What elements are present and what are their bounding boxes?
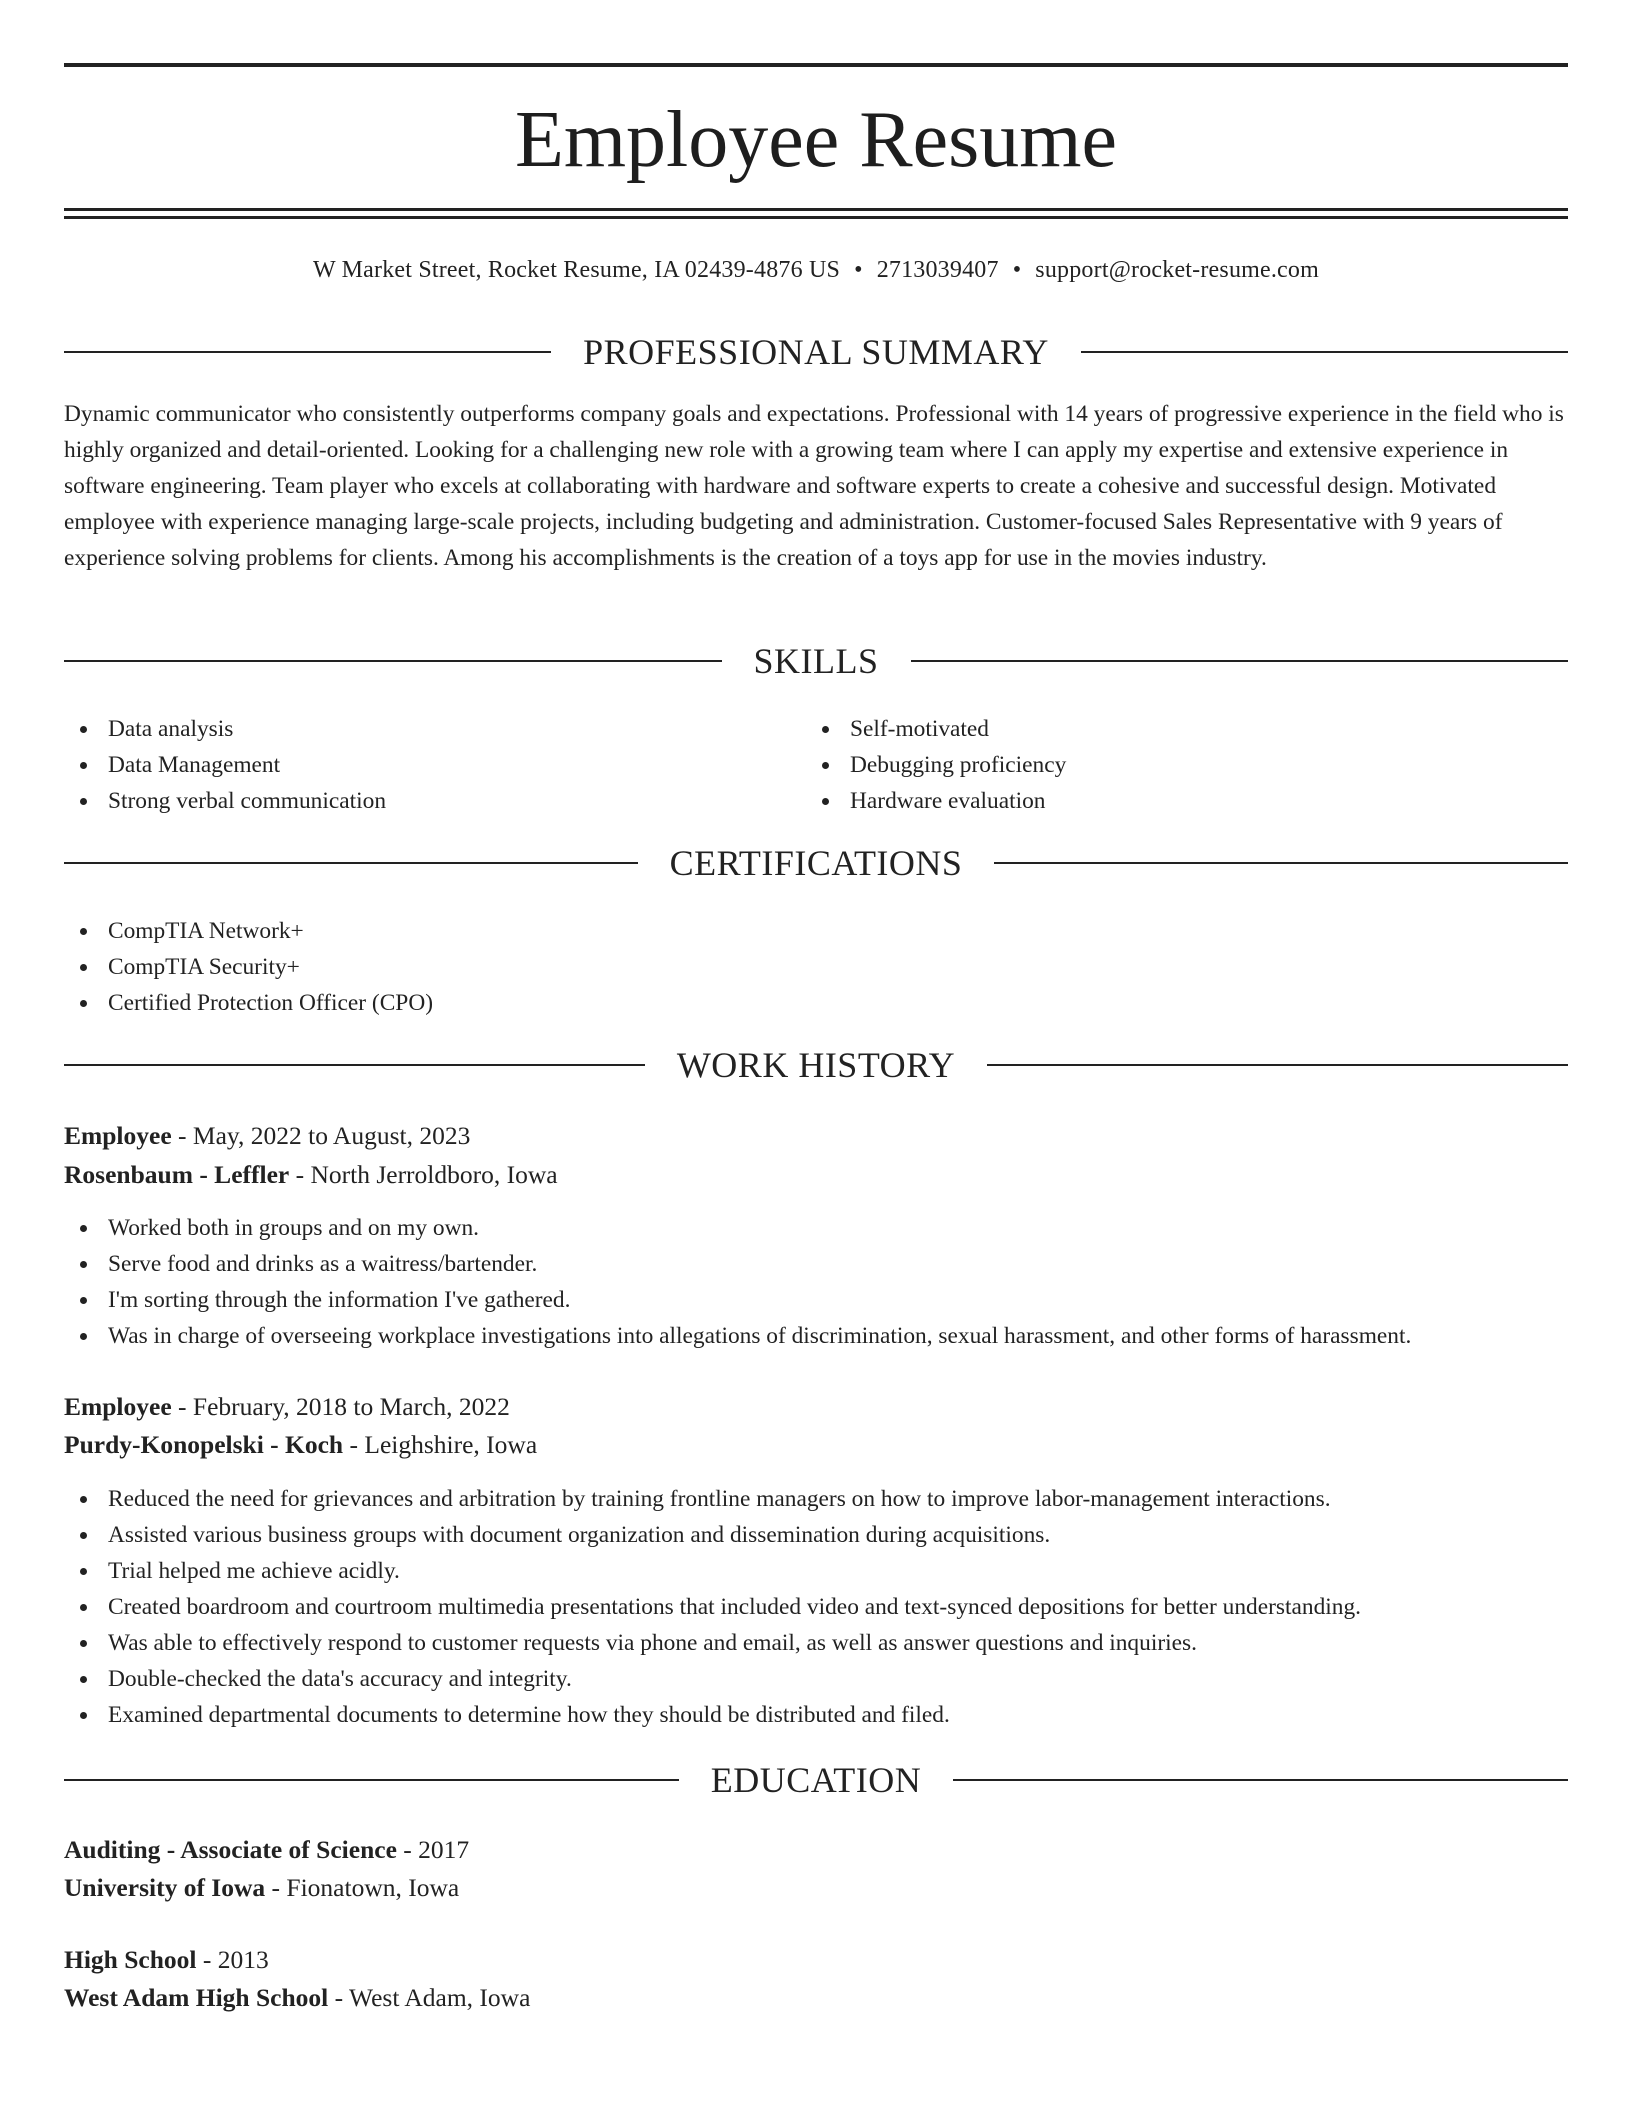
contact-address: W Market Street, Rocket Resume, IA 02439-4876 US [313, 257, 841, 283]
job-bullet: Was in charge of overseeing workplace investigations into allegations of discrimination, sexual harassment, and other forms of harassment. [64, 1318, 1568, 1354]
heading-rule-right [953, 1779, 1568, 1781]
education-degree: Auditing - Associate of Science [64, 1835, 397, 1864]
job-location: - North Jerroldboro, Iowa [289, 1160, 558, 1189]
education-year: - 2013 [196, 1945, 269, 1974]
job-bullet: Serve food and drinks as a waitress/bartender. [64, 1246, 1568, 1282]
job-bullet: Trial helped me achieve acidly. [64, 1553, 1568, 1589]
skill-item: Data analysis [64, 711, 804, 747]
job-bullet: Examined departmental documents to determine how they should be distributed and filed. [64, 1697, 1568, 1733]
section-heading-skills [64, 639, 1568, 683]
education-location: - West Adam, Iowa [328, 1983, 531, 2012]
summary-text: Dynamic communicator who consistently outperforms company goals and expectations. Professional with 14 years of progressive experience in the field who is highly organized and detail-oriented. Looking for a challenging new role with a growing team where I can apply my expertise and extensive experience in software engineering. Team player who excels at collaborating with hardware and software experts to create a cohesive and successful design. Motivated employee with experience managing large-scale projects, including budgeting and administration. Customer-focused Sales Representative with 9 years of experience solving problems for clients. Among his accomplishments is the creation of a toys app for use in the movies industry. [64, 401, 1564, 571]
job-bullet: I'm sorting through the information I've gathered. [64, 1282, 1568, 1318]
section-title: WORK HISTORY [676, 1045, 956, 1085]
job-dates: - May, 2022 to August, 2023 [171, 1121, 471, 1150]
certifications-list [64, 913, 1568, 1021]
education-school: University of Iowa [64, 1873, 266, 1902]
job-bullet: Reduced the need for grievances and arbitration by training frontline managers on how to improve labor-management interactions. [64, 1481, 1568, 1517]
certification-item: CompTIA Network+ [64, 913, 1568, 949]
section-title: SKILLS [753, 641, 879, 681]
heading-rule-right [987, 1064, 1568, 1066]
heading-rule-left [64, 351, 551, 353]
job-bullet: Assisted various business groups with document organization and dissemination during acquisitions. [64, 1517, 1568, 1553]
education-school-line [64, 1980, 530, 2016]
job-dates: - February, 2018 to March, 2022 [171, 1392, 510, 1421]
heading-rule-left [64, 1779, 679, 1781]
skill-item: Strong verbal communication [64, 783, 804, 819]
heading-rule-right [994, 862, 1568, 864]
education-location: - Fionatown, Iowa [265, 1873, 460, 1902]
contact-separator: • [1012, 257, 1022, 283]
job-bullet: Worked both in groups and on my own. [64, 1210, 1568, 1246]
heading-rule-left [64, 660, 722, 662]
skill-item: Self-motivated [806, 711, 1546, 747]
job-title: Employee [64, 1392, 172, 1421]
section-title: PROFESSIONAL SUMMARY [583, 332, 1049, 372]
job-bullet: Was able to effectively respond to customer requests via phone and email, as well as answer questions and inquiries. [64, 1625, 1568, 1661]
section-heading-education [64, 1758, 1568, 1802]
skill-item: Hardware evaluation [806, 783, 1546, 819]
job-bullets [64, 1481, 1568, 1733]
education-year: - 2017 [396, 1835, 470, 1864]
job-company-line [64, 1157, 558, 1193]
skill-item: Data Management [64, 747, 804, 783]
contact-separator: • [854, 257, 863, 283]
education-degree: High School [64, 1945, 197, 1974]
heading-rule-left [64, 1064, 645, 1066]
header-double-rule-upper [64, 208, 1568, 211]
education-degree-line [64, 1832, 469, 1868]
certification-item: Certified Protection Officer (CPO) [64, 985, 1568, 1021]
job-bullet: Double-checked the data's accuracy and integrity. [64, 1661, 1568, 1697]
education-school: West Adam High School [64, 1983, 329, 2012]
section-heading-summary [64, 330, 1568, 374]
skills-list-right [806, 711, 1546, 819]
job-company: Purdy-Konopelski - Koch [64, 1430, 344, 1459]
contact-line [64, 254, 1568, 286]
job-location: - Leighshire, Iowa [343, 1430, 538, 1459]
section-heading-work-history [64, 1043, 1568, 1087]
job-title-line [64, 1118, 470, 1154]
contact-email: support@rocket-resume.com [1035, 257, 1319, 283]
job-company-line [64, 1427, 537, 1463]
resume-title: Employee Resume [514, 96, 1118, 184]
section-heading-certifications [64, 841, 1568, 885]
job-title: Employee [64, 1121, 172, 1150]
header-top-rule [64, 63, 1568, 67]
job-title-line [64, 1389, 510, 1425]
heading-rule-right [1081, 351, 1568, 353]
heading-rule-left [64, 862, 638, 864]
certification-item: CompTIA Security+ [64, 949, 1568, 985]
skill-item: Debugging proficiency [806, 747, 1546, 783]
heading-rule-right [911, 660, 1569, 662]
contact-phone: 2713039407 [876, 257, 999, 283]
job-bullets [64, 1210, 1568, 1354]
education-school-line [64, 1870, 459, 1906]
education-degree-line [64, 1942, 269, 1978]
section-title: EDUCATION [710, 1760, 922, 1800]
skills-list-left [64, 711, 804, 819]
job-company: Rosenbaum - Leffler [64, 1160, 290, 1189]
header-double-rule-lower [64, 216, 1568, 219]
section-title: CERTIFICATIONS [669, 843, 963, 883]
job-bullet: Created boardroom and courtroom multimedia presentations that included video and text-synced depositions for better understanding. [64, 1589, 1568, 1625]
